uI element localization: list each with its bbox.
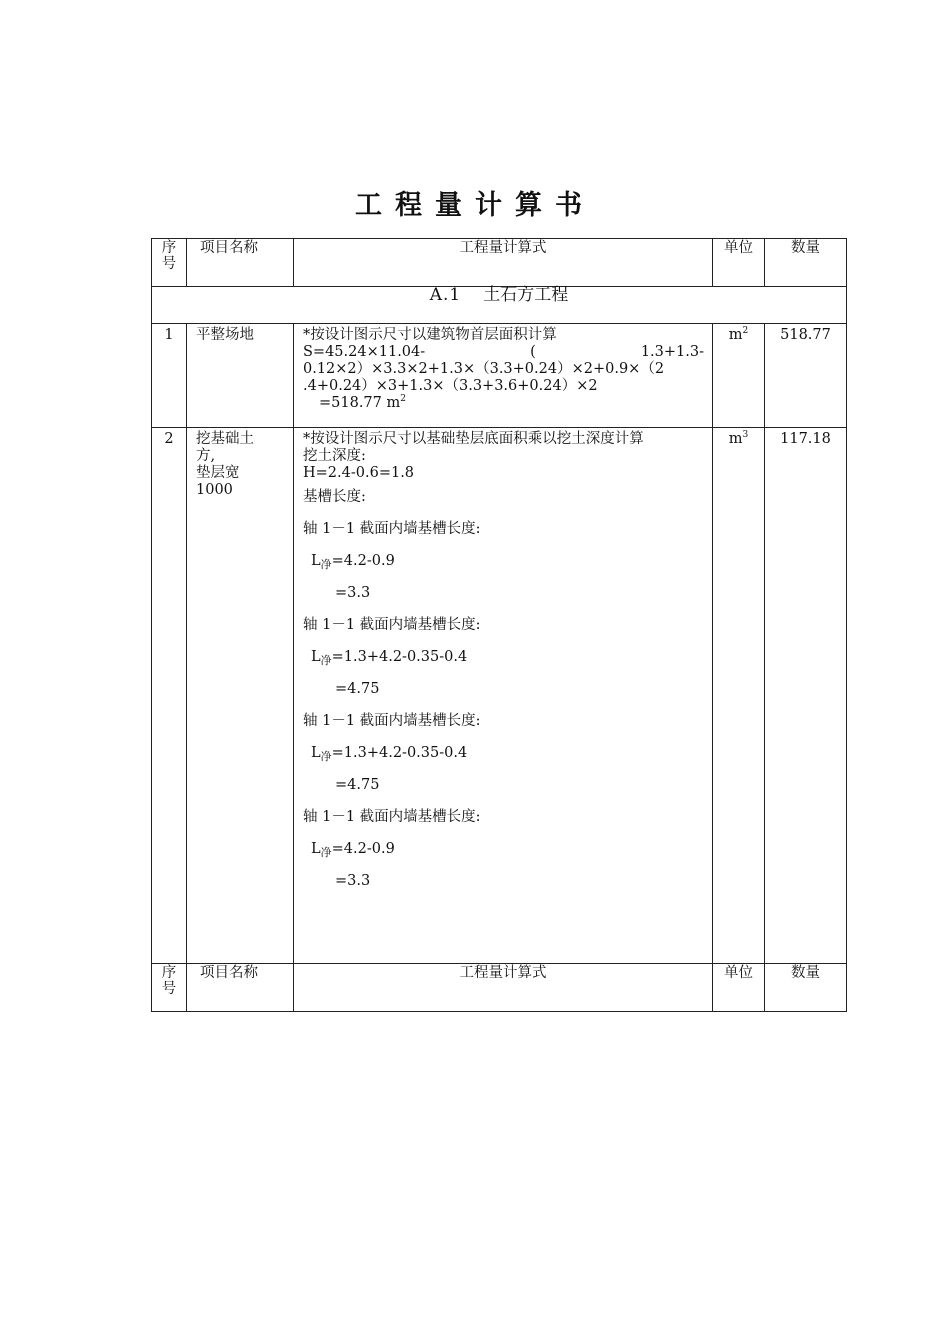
l-subscript: 净 bbox=[320, 558, 332, 571]
row-name bbox=[187, 428, 294, 964]
unit-text: m bbox=[728, 431, 743, 447]
row-no: 2 bbox=[152, 428, 187, 964]
row-unit bbox=[713, 428, 765, 964]
segment-label: 轴 1－1 截面内墙基槽长度: bbox=[303, 521, 481, 537]
row-unit bbox=[713, 324, 765, 428]
header-unit: 单位 bbox=[713, 964, 765, 1012]
header-qty: 数量 bbox=[765, 964, 847, 1012]
unit-text: m bbox=[728, 327, 743, 343]
name-line: 垫层宽 bbox=[196, 465, 240, 481]
row-qty: 518.77 bbox=[765, 324, 847, 428]
l-symbol: L bbox=[311, 745, 321, 761]
document-title: 工程量计算书 bbox=[355, 190, 595, 221]
name-line: 方, bbox=[196, 448, 216, 464]
groove-length-label: 基槽长度: bbox=[303, 489, 366, 505]
formula-line: H=2.4-0.6=1.8 bbox=[303, 465, 415, 481]
l-symbol: L bbox=[311, 553, 321, 569]
name-line: 挖基础土 bbox=[196, 431, 254, 447]
unit-superscript: 3 bbox=[742, 430, 749, 440]
header-no-line2: 号 bbox=[161, 981, 177, 997]
formula-part: ( bbox=[530, 344, 536, 360]
formula-line: .4+0.24）×3+1.3×（3.3+3.6+0.24）×2 bbox=[303, 378, 598, 394]
segment-expr-text: =4.2-0.9 bbox=[331, 553, 395, 569]
segment-expression bbox=[303, 553, 704, 570]
segment-expression bbox=[303, 841, 704, 858]
formula-line bbox=[303, 344, 704, 361]
formula-line: 挖土深度: bbox=[303, 448, 366, 464]
segment-result: =4.75 bbox=[335, 681, 380, 697]
l-symbol: L bbox=[311, 841, 321, 857]
segment-expr-text: =1.3+4.2-0.35-0.4 bbox=[331, 745, 468, 761]
formula-part: S=45.24×11.04- bbox=[303, 344, 426, 360]
formula-line: 0.12×2）×3.3×2+1.3×（3.3+0.24）×2+0.9×（2 bbox=[303, 361, 665, 377]
header-no-line2: 号 bbox=[161, 256, 177, 272]
row-formula bbox=[294, 428, 713, 964]
table-row bbox=[152, 428, 847, 964]
segment-expr-text: =4.2-0.9 bbox=[331, 841, 395, 857]
header-no bbox=[152, 239, 187, 287]
header-no bbox=[152, 964, 187, 1012]
segment-result: =3.3 bbox=[335, 873, 371, 889]
segment-expression bbox=[303, 649, 704, 666]
table-header-row bbox=[152, 239, 847, 287]
header-formula: 工程量计算式 bbox=[294, 239, 713, 287]
segment-result: =4.75 bbox=[335, 777, 380, 793]
segment-expression bbox=[303, 745, 704, 762]
header-name: 项目名称 bbox=[187, 964, 294, 1012]
table-header-row-repeat bbox=[152, 964, 847, 1012]
calculation-table bbox=[151, 238, 847, 1012]
section-title bbox=[152, 287, 847, 324]
formula-part: 1.3+1.3- bbox=[640, 344, 704, 360]
header-unit: 单位 bbox=[713, 239, 765, 287]
row-qty: 117.18 bbox=[765, 428, 847, 964]
formula-result bbox=[303, 395, 704, 414]
unit-superscript: 2 bbox=[400, 394, 406, 404]
segment-expr-text: =1.3+4.2-0.35-0.4 bbox=[331, 649, 468, 665]
header-no-line1: 序 bbox=[161, 965, 177, 981]
l-subscript: 净 bbox=[320, 750, 332, 763]
header-qty: 数量 bbox=[765, 239, 847, 287]
section-row bbox=[152, 287, 847, 324]
row-name: 平整场地 bbox=[187, 324, 294, 428]
segment-result: =3.3 bbox=[335, 585, 371, 601]
segment-label: 轴 1－1 截面内墙基槽长度: bbox=[303, 617, 481, 633]
table-row bbox=[152, 324, 847, 428]
section-name: 土石方工程 bbox=[483, 285, 569, 305]
segment-label: 轴 1－1 截面内墙基槽长度: bbox=[303, 713, 481, 729]
l-symbol: L bbox=[311, 649, 321, 665]
l-subscript: 净 bbox=[320, 654, 332, 667]
row-no: 1 bbox=[152, 324, 187, 428]
header-formula: 工程量计算式 bbox=[294, 964, 713, 1012]
row-formula bbox=[294, 324, 713, 428]
segment-label: 轴 1－1 截面内墙基槽长度: bbox=[303, 809, 481, 825]
unit-superscript: 2 bbox=[742, 326, 749, 336]
section-code: A.1 bbox=[429, 285, 462, 305]
l-subscript: 净 bbox=[320, 846, 332, 859]
header-no-line1: 序 bbox=[161, 240, 177, 256]
formula-line: *按设计图示尺寸以基础垫层底面积乘以挖土深度计算 bbox=[303, 431, 644, 447]
name-line: 1000 bbox=[196, 482, 233, 498]
header-name: 项目名称 bbox=[187, 239, 294, 287]
formula-line: *按设计图示尺寸以建筑物首层面积计算 bbox=[303, 327, 557, 343]
formula-result-text: =518.77 m bbox=[319, 395, 401, 411]
